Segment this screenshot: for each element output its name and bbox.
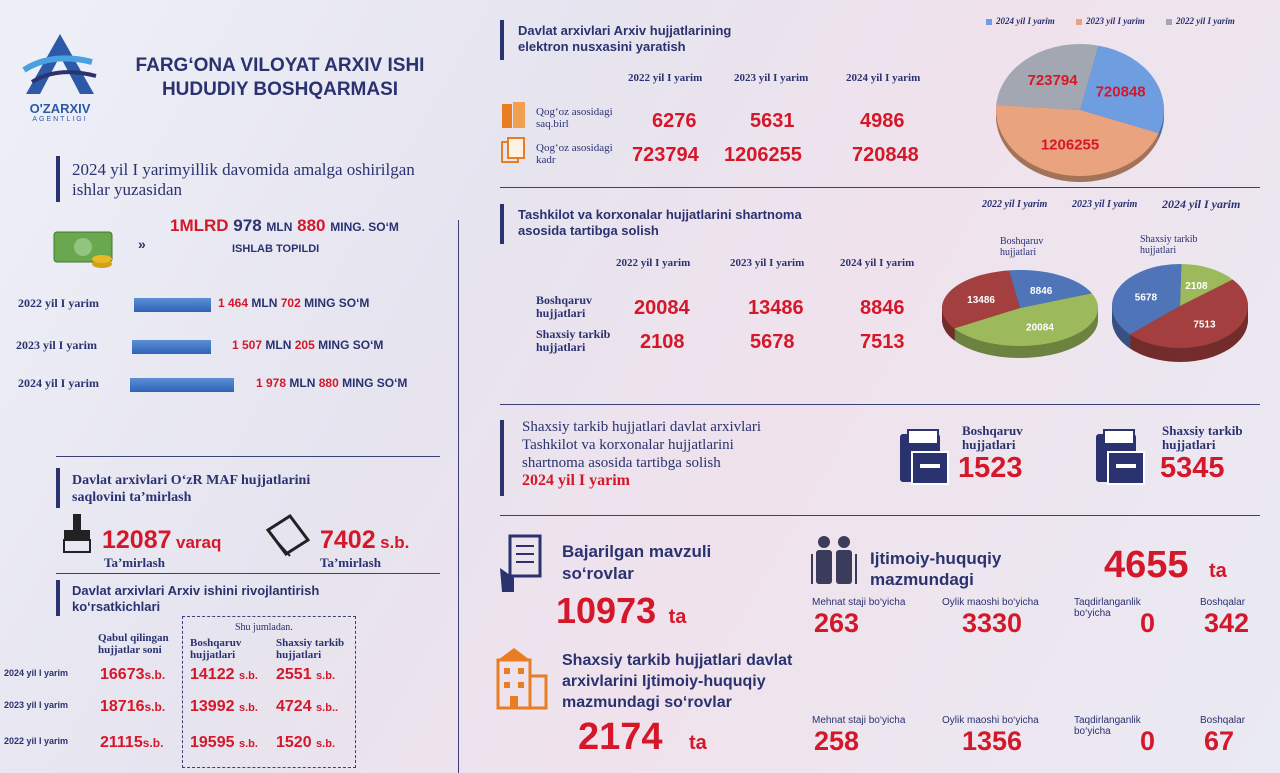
request-category-label: Boshqalar — [1200, 715, 1246, 726]
dev-col3-header — [276, 637, 344, 661]
maf-title — [72, 472, 310, 506]
pie2-title — [1140, 234, 1198, 256]
request-category-value: 263 — [814, 608, 860, 638]
electronic-row1-label-line1: Qog‘oz asosidagi — [536, 106, 613, 118]
contracts-row2-label — [536, 328, 610, 354]
building-icon — [490, 646, 550, 715]
divider — [56, 456, 440, 457]
personnel-requests-number: 2174 — [578, 716, 663, 758]
contracts-year-header: 2024 yil I yarim — [840, 257, 915, 269]
contracts-legend-label: 2022 yil I yarim — [982, 199, 1048, 210]
personnel-requests-unit: ta — [689, 732, 707, 754]
contracts-legend-label: 2024 yil I yarim — [1162, 197, 1241, 211]
summary-intro-line1: 2024 yil I yarimyillik davomida amalga oshirilgan — [72, 160, 415, 179]
legend-label: 2023 yil I yarim — [1086, 16, 1145, 26]
summary-row-b: MLN — [251, 296, 278, 310]
personnel-requests-value — [578, 716, 707, 759]
dev-row-received-number: 21115 — [100, 734, 143, 751]
dev-col2-header-line2: hujjatlari — [190, 649, 236, 661]
dev-row-boshqaruv-unit: s.b. — [238, 670, 258, 682]
maf-label-1: Ta’mirlash — [104, 555, 165, 570]
request-category-value: 0 — [1140, 726, 1156, 756]
logo — [22, 32, 98, 122]
request-category-label: Mehnat staji bo‘yicha — [812, 597, 906, 608]
request-category-label: Taqdirlanganlik bo‘yicha — [1074, 597, 1141, 619]
request-category-value: 0 — [1140, 608, 1156, 638]
dev-row-shaxsiy — [276, 698, 338, 716]
contracts-year-header: 2023 yil I yarim — [730, 257, 805, 269]
section-marker — [500, 20, 504, 60]
summary-row-a: 1 464 — [218, 296, 249, 310]
contracts-row1-label — [536, 294, 592, 320]
elderly-people-icon — [808, 534, 860, 591]
dev-row-shaxsiy-unit: s.b.. — [316, 702, 339, 714]
dev-col3-header-line2: hujjatlari — [276, 649, 322, 661]
dev-row-boshqaruv — [190, 734, 258, 752]
summary-row-a: 1 978 — [256, 376, 287, 390]
summary-row-year: 2023 yil I yarim — [16, 338, 97, 352]
contracts-row1-label-line1: Boshqaruv — [536, 293, 593, 307]
summary-bar — [134, 298, 211, 312]
theme-requests-title-line2: so‘rovlar — [562, 564, 634, 583]
total-earned-c: MLN — [266, 220, 293, 234]
pie-data-label: 8846 — [1030, 285, 1053, 297]
dev-row-year: 2024 yil I yarim — [4, 668, 69, 678]
request-category-label: Oylik maoshi bo‘yicha — [942, 715, 1039, 726]
dev-row-shaxsiy — [276, 734, 335, 752]
request-category-label: Mehnat staji bo‘yicha — [812, 715, 906, 726]
maf-value-1-unit: varaq — [175, 533, 222, 552]
section-marker — [56, 156, 60, 202]
dev-title-line1: Davlat arxivlari Arxiv ishini rivojlantirish — [72, 583, 320, 598]
summary-row-c: 880 — [318, 376, 339, 390]
divider — [500, 187, 1260, 188]
header-title-line2: HUDUDIY BOSHQARMASI — [161, 79, 399, 100]
folder-icon — [1094, 428, 1146, 491]
summary-row-c: 702 — [280, 296, 301, 310]
legend-label: 2022 yil I yarim — [1176, 16, 1235, 26]
dev-row-shaxsiy-number: 1520 — [276, 734, 312, 751]
electronic-row2-value: 1206255 — [724, 144, 802, 166]
electronic-title-line1: Davlat arxivlari Arxiv hujjatlarining — [518, 23, 732, 38]
personnel-b-label-line1: Boshqaruv — [962, 423, 1023, 438]
request-category-value: 1356 — [962, 726, 1023, 756]
dev-row-received-unit: s.b. — [144, 668, 166, 682]
dev-row-year: 2022 yil I yarim — [4, 736, 69, 746]
contracts-row2-value: 7513 — [860, 331, 905, 353]
contracts-title — [518, 207, 802, 239]
electronic-row1-value: 6276 — [652, 110, 697, 132]
divider — [500, 515, 1260, 516]
social-requests-title — [870, 548, 1001, 590]
electronic-title — [518, 23, 731, 55]
personnel-b-value: 1523 — [958, 452, 1023, 484]
request-category-value: 342 — [1204, 608, 1250, 638]
dev-col2-header — [190, 637, 241, 661]
personnel-requests-title-line1: Shaxsiy tarkib hujjatlari davlat — [562, 652, 793, 669]
summary-row-year: 2024 yil I yarim — [18, 376, 99, 390]
dev-row-boshqaruv-unit: s.b. — [238, 738, 258, 750]
documents-icon — [500, 136, 528, 169]
dev-col3-header-line1: Shaxsiy tarkib — [276, 637, 345, 649]
personnel-b-label — [962, 424, 1023, 452]
column-divider — [458, 220, 459, 773]
legend-swatch — [1076, 19, 1082, 25]
section-marker — [500, 204, 504, 244]
dev-shu-label: Shu jumladan. — [235, 622, 293, 633]
total-earned-label: ISHLAB TOPILDI — [232, 243, 320, 255]
maf-value-1-number: 12087 — [102, 526, 172, 554]
total-earned-a: 1MLRD — [170, 216, 229, 235]
personnel-s-label — [1162, 424, 1243, 452]
books-icon — [500, 100, 528, 135]
personnel-text-line1: Shaxsiy tarkib hujjatlari davlat arxivlari — [522, 419, 762, 435]
pie-data-label: 720848 — [1095, 83, 1146, 101]
social-requests-total-unit: ta — [1209, 560, 1227, 582]
dev-row-received-unit: s.b. — [144, 700, 166, 714]
dev-row-received — [100, 698, 165, 716]
pie-data-label: 2108 — [1185, 281, 1208, 293]
dev-row-shaxsiy-number: 4724 — [276, 698, 312, 715]
dev-col1-header-line2: hujjatlar soni — [98, 644, 162, 656]
theme-requests-number: 10973 — [556, 590, 657, 631]
pie-data-label: 1206255 — [1040, 136, 1100, 154]
header-title — [100, 54, 460, 102]
logo-text: O'ZARXIV — [29, 101, 91, 116]
dev-row-received — [100, 734, 163, 752]
pie-data-label: 20084 — [1026, 322, 1054, 334]
electronic-row1-value: 5631 — [750, 110, 795, 132]
personnel-text-line2: Tashkilot va korxonalar hujjatlarini — [522, 437, 734, 453]
total-earned-e: MING. SO‘M — [330, 220, 399, 234]
dev-row-shaxsiy-unit: s.b. — [316, 738, 335, 750]
pie1-title-line1: Boshqaruv — [1000, 236, 1044, 247]
theme-requests-title — [562, 541, 711, 585]
pie1-title-line2: hujjatlari — [1000, 247, 1037, 258]
pie1-title — [1000, 236, 1043, 258]
electronic-row1-label-line2: saq.birl — [536, 118, 569, 130]
total-earned-b: 978 — [233, 216, 262, 235]
contracts-year-header: 2022 yil I yarim — [616, 257, 691, 269]
social-requests-title-line2: mazmundagi — [870, 570, 974, 589]
personnel-b-label-line2: hujjatlari — [962, 437, 1016, 452]
dev-title — [72, 583, 319, 615]
social-requests-total-number: 4655 — [1104, 544, 1189, 586]
pie2-title-line1: Shaxsiy tarkib — [1140, 234, 1198, 245]
summary-row-a: 1 507 — [232, 338, 263, 352]
summary-row-b: MLN — [289, 376, 316, 390]
dev-row-received-unit: s.b. — [142, 736, 164, 750]
contracts-title-line2: asosida tartibga solish — [518, 223, 659, 238]
chevron-right-icon: » — [138, 236, 146, 252]
electronic-title-line2: elektron nusxasini yaratish — [518, 39, 686, 54]
divider — [56, 573, 440, 574]
request-category-label: Taqdirlanganlik bo‘yicha — [1074, 715, 1141, 737]
maf-value-2 — [320, 526, 409, 555]
total-earned — [170, 216, 399, 236]
summary-row-year: 2022 yil I yarim — [18, 296, 99, 310]
request-category-label: Oylik maoshi bo‘yicha — [942, 597, 1039, 608]
dev-row-boshqaruv-number: 14122 — [190, 666, 235, 683]
dev-row-received-number: 18716 — [100, 698, 145, 715]
personnel-s-label-line2: hujjatlari — [1162, 437, 1216, 452]
request-category-value: 67 — [1204, 726, 1235, 756]
maf-value-1 — [102, 526, 221, 555]
social-requests-total — [1104, 544, 1227, 587]
summary-row-value — [256, 376, 407, 390]
maf-value-2-unit: s.b. — [380, 533, 410, 552]
dev-row-boshqaruv — [190, 698, 258, 716]
electronic-row2-value: 723794 — [632, 144, 699, 166]
contracts-row2-label-line1: Shaxsiy tarkib — [536, 327, 611, 341]
contracts-row1-value: 8846 — [860, 297, 905, 319]
summary-intro — [72, 160, 415, 200]
contracts-legend-label: 2023 yil I yarim — [1072, 199, 1138, 210]
maf-title-line2: saqlovini ta’mirlash — [72, 490, 192, 505]
electronic-row2-value: 720848 — [852, 144, 919, 166]
personnel-requests-title-line2: arxivlarini Ijtimoiy-huquqiy — [562, 673, 766, 690]
electronic-pie-chart — [990, 40, 1170, 190]
request-category-value: 3330 — [962, 608, 1023, 638]
dev-row-received-number: 16673 — [100, 666, 145, 683]
contracts-row2-value: 2108 — [640, 331, 685, 353]
total-earned-d: 880 — [297, 216, 326, 235]
dev-row-shaxsiy-number: 2551 — [276, 666, 312, 683]
dev-col2-header-line1: Boshqaruv — [190, 637, 242, 649]
theme-requests-value — [556, 590, 686, 632]
dev-row-shaxsiy — [276, 666, 335, 684]
pie-data-label: 5678 — [1134, 292, 1158, 304]
dev-row-shaxsiy-unit: s.b. — [316, 670, 335, 682]
legend-label: 2024 yil I yarim — [996, 16, 1055, 26]
section-marker — [500, 420, 504, 496]
electronic-year-header: 2024 yil I yarim — [846, 72, 921, 84]
legend-swatch — [1166, 19, 1172, 25]
maf-value-2-number: 7402 — [320, 526, 376, 554]
dev-row-boshqaruv-number: 19595 — [190, 734, 235, 751]
electronic-row1-value: 4986 — [860, 110, 905, 132]
personnel-s-value: 5345 — [1160, 452, 1225, 484]
theme-requests-title-line1: Bajarilgan mavzuli — [562, 542, 712, 561]
contracts-row1-value: 13486 — [748, 297, 804, 319]
summary-row-c: 205 — [294, 338, 315, 352]
personnel-requests-title — [562, 650, 792, 713]
pie-data-label: 7513 — [1193, 319, 1216, 331]
summary-bar — [130, 378, 234, 392]
boshqaruv-pie-chart — [934, 262, 1114, 372]
electronic-year-header: 2022 yil I yarim — [628, 72, 703, 84]
logo-subtext: AGENTLIGI — [32, 116, 88, 123]
summary-row-b: MLN — [265, 338, 292, 352]
pie2-title-line2: hujjatlari — [1140, 245, 1177, 256]
pie-data-label: 723794 — [1027, 71, 1078, 89]
book-icon — [264, 512, 312, 563]
divider — [500, 404, 1260, 405]
shaxsiy-pie-chart — [1104, 258, 1264, 374]
contracts-title-line1: Tashkilot va korxonalar hujjatlarini shartnoma — [518, 207, 802, 222]
request-category-value: 258 — [814, 726, 860, 756]
dev-row-boshqaruv-unit: s.b. — [238, 702, 258, 714]
dev-row-boshqaruv — [190, 666, 258, 684]
contracts-row2-label-line2: hujjatlari — [536, 340, 586, 354]
dev-row-year: 2023 yil I yarim — [4, 700, 69, 710]
electronic-row1-label — [536, 106, 613, 130]
maf-label-2: Ta’mirlash — [320, 555, 381, 570]
section-marker — [56, 468, 60, 508]
request-category-label: Boshqalar — [1200, 597, 1246, 608]
legend-swatch — [986, 19, 992, 25]
document-hand-icon — [498, 534, 544, 599]
electronic-row2-label-line2: kadr — [536, 154, 556, 166]
summary-bar — [132, 340, 211, 354]
contracts-row1-label-line2: hujjatlari — [536, 306, 586, 320]
social-requests-title-line1: Ijtimoiy-huquqiy — [870, 549, 1002, 568]
dev-title-line2: ko‘rsatkichlari — [72, 599, 161, 614]
electronic-year-header: 2023 yil I yarim — [734, 72, 809, 84]
pie-data-label: 13486 — [967, 295, 995, 307]
dev-col1-header-line1: Qabul qilingan — [98, 632, 169, 644]
personnel-text — [522, 418, 761, 490]
electronic-row2-label-line1: Qog‘oz asosidagi — [536, 142, 613, 154]
maf-title-line1: Davlat arxivlari O‘zR MAF hujjatlarini — [72, 473, 311, 488]
personnel-text-line3: shartnoma asosida tartibga solish — [522, 455, 721, 471]
summary-row-d: MING SO‘M — [304, 296, 370, 310]
personnel-text-line4: 2024 yil I yarim — [522, 472, 630, 489]
summary-row-value — [218, 296, 369, 310]
header-title-line1: FARG‘ONA VILOYAT ARXIV ISHI — [135, 55, 425, 76]
section-marker — [56, 580, 60, 616]
summary-row-d: MING SO‘M — [342, 376, 408, 390]
contracts-row2-value: 5678 — [750, 331, 795, 353]
personnel-requests-title-line3: mazmundagi so‘rovlar — [562, 694, 732, 711]
contracts-row1-value: 20084 — [634, 297, 690, 319]
logo-icon — [22, 32, 98, 96]
dev-row-boshqaruv-number: 13992 — [190, 698, 235, 715]
money-icon — [52, 228, 118, 273]
personnel-s-label-line1: Shaxsiy tarkib — [1162, 423, 1243, 438]
brush-icon — [58, 512, 96, 559]
electronic-row2-label — [536, 142, 613, 166]
dev-col1-header — [98, 632, 169, 656]
dev-row-received — [100, 666, 165, 684]
summary-row-value — [232, 338, 383, 352]
summary-intro-line2: ishlar yuzasidan — [72, 180, 182, 199]
theme-requests-unit: ta — [668, 606, 687, 628]
folder-icon — [898, 428, 950, 491]
summary-row-d: MING SO‘M — [318, 338, 384, 352]
